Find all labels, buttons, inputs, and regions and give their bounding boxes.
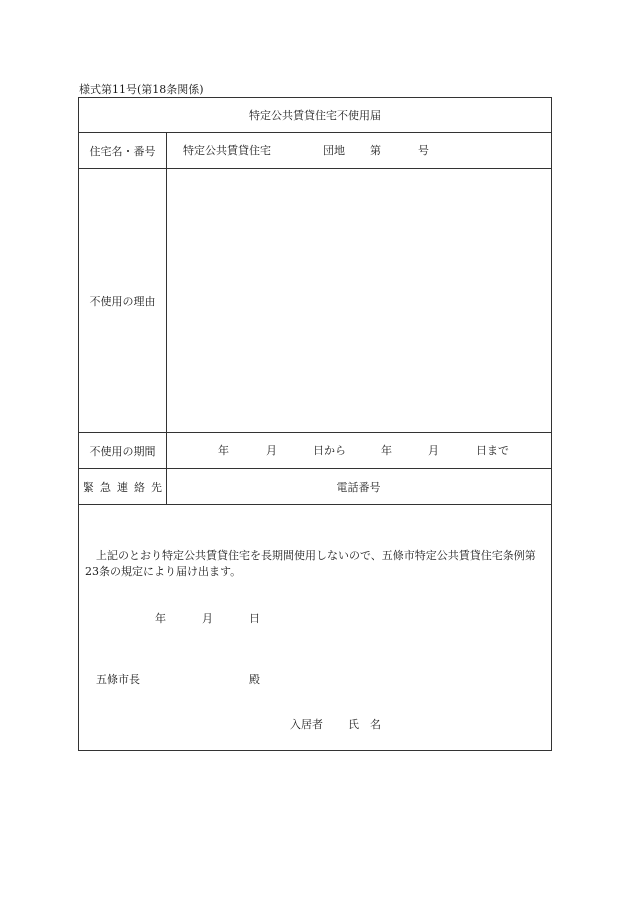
- resident-label: 入居者: [290, 718, 323, 731]
- period-row: [79, 433, 551, 469]
- period-month-start: 月: [266, 444, 277, 457]
- residence-value[interactable]: [166, 133, 551, 168]
- go-label: 号: [418, 144, 429, 157]
- declaration-section: [79, 505, 551, 750]
- form-title-row: [79, 98, 551, 133]
- form-number-caption: 様式第11号(第18条関係): [79, 83, 204, 96]
- phone-number-label: 電話番号: [336, 480, 381, 494]
- residence-label: 住宅名・番号: [79, 133, 167, 168]
- period-year-end: 年: [381, 444, 392, 457]
- declaration-text: 上記のとおり特定公共賃貸住宅を長期間使用しないので、五條市特定公共賃貸住宅条例第23条の規定により届け出ます。: [85, 549, 536, 578]
- period-label: 不使用の期間: [79, 433, 167, 468]
- emergency-contact-value[interactable]: [166, 469, 551, 504]
- period-month-end: 月: [428, 444, 439, 457]
- danchi-label: 団地: [323, 144, 345, 157]
- residence-row: [79, 133, 551, 169]
- emergency-contact-row: [79, 469, 551, 505]
- date-month-label: 月: [202, 612, 213, 625]
- date-day-label: 日: [249, 612, 260, 625]
- emergency-contact-label: [79, 469, 167, 504]
- emergency-contact-label-text: 緊急連絡先: [83, 480, 168, 494]
- period-day-to: 日まで: [476, 444, 509, 457]
- non-use-notification-form: [78, 97, 552, 751]
- dai-label: 第: [370, 144, 381, 157]
- period-year-start: 年: [218, 444, 229, 457]
- period-value[interactable]: [166, 433, 551, 468]
- name-label: 氏 名: [348, 718, 381, 731]
- reason-label: 不使用の理由: [79, 169, 167, 432]
- residence-prefix: 特定公共賃貸住宅: [183, 144, 271, 157]
- honorific-label: 殿: [249, 673, 260, 686]
- form-title: 特定公共賃貸住宅不使用届: [249, 109, 381, 122]
- period-day-from: 日から: [313, 444, 346, 457]
- addressee-label: 五條市長: [96, 673, 140, 686]
- date-year-label: 年: [155, 612, 166, 625]
- reason-row: [79, 169, 551, 433]
- reason-field[interactable]: [166, 169, 551, 432]
